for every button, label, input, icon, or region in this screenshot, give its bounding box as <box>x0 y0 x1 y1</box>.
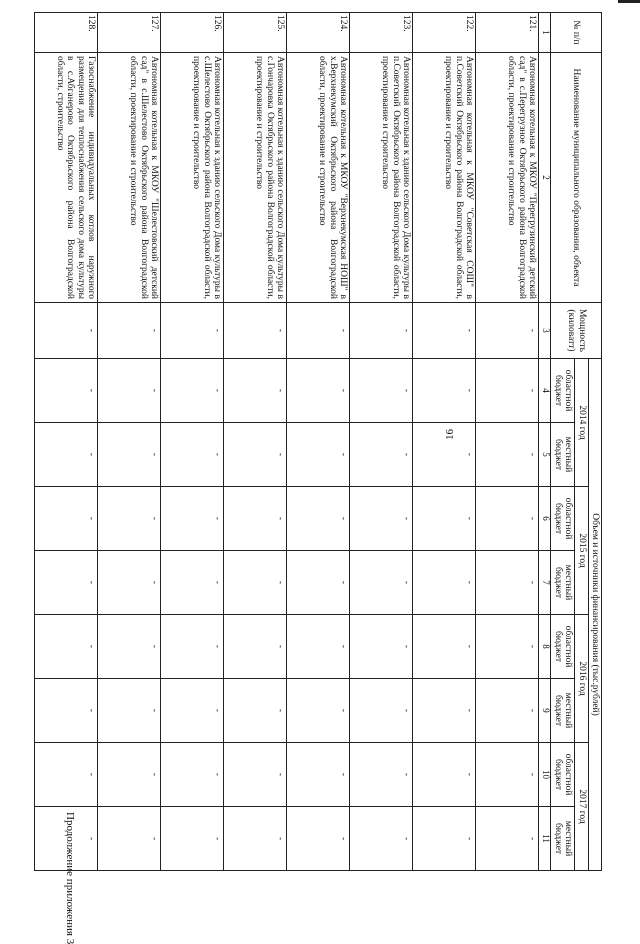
table-row <box>35 13 98 871</box>
column-number: 10 <box>539 743 551 807</box>
continuation-note: Продолжение приложения 3 <box>64 812 76 944</box>
funding-table <box>34 12 602 871</box>
value-cell: - <box>35 807 98 871</box>
value-cell: - <box>35 359 98 423</box>
header-local-budget: местный бюджет <box>551 551 575 615</box>
row-number: 128. <box>35 13 98 53</box>
value-cell: - <box>413 615 476 679</box>
value-cell: - <box>350 743 413 807</box>
value-cell: - <box>98 679 161 743</box>
object-name: Автономная котельная к зданию сельского Дома культуры в с.Гончаровка Октябрьского района Волгоградской области, проектирование и строительство <box>224 53 287 303</box>
row-number: 121. <box>476 13 539 53</box>
header-year: 2017 год <box>575 743 588 871</box>
header-regional-budget: областной бюджет <box>551 487 575 551</box>
object-name: Автономная котельная к МКОУ "Советская СОШ" в п.Советский Октябрьского района Волгоградской области, проектирование и строительство <box>413 53 476 303</box>
header-num: № п/п <box>551 13 602 53</box>
table-body <box>35 13 539 871</box>
column-number: 9 <box>539 679 551 743</box>
value-cell: - <box>98 615 161 679</box>
value-cell: - <box>287 423 350 487</box>
value-cell: - <box>35 423 98 487</box>
value-cell: - <box>161 743 224 807</box>
value-cell: - <box>161 807 224 871</box>
value-cell: - <box>224 807 287 871</box>
column-number: 3 <box>539 303 551 359</box>
value-cell: - <box>350 359 413 423</box>
value-cell: - <box>476 615 539 679</box>
table-row <box>350 13 413 871</box>
value-cell: - <box>98 487 161 551</box>
value-cell: - <box>35 303 98 359</box>
value-cell: - <box>224 615 287 679</box>
header-regional-budget: областной бюджет <box>551 743 575 807</box>
value-cell: - <box>161 487 224 551</box>
value-cell: - <box>224 679 287 743</box>
table-row <box>224 13 287 871</box>
row-number: 125. <box>224 13 287 53</box>
value-cell: - <box>287 743 350 807</box>
value-cell: - <box>476 487 539 551</box>
object-name: Газоснабжение индивидуальных котлов наружного размещения для теплоснабжения сельского дома культуры в с.Абганерово Октябрьского района Волгоградской области, строительство <box>35 53 98 303</box>
value-cell: - <box>350 487 413 551</box>
header-local-budget: местный бюджет <box>551 423 575 487</box>
value-cell: - <box>224 487 287 551</box>
value-cell: - <box>35 487 98 551</box>
value-cell: - <box>98 303 161 359</box>
value-cell: - <box>350 615 413 679</box>
value-cell: - <box>287 359 350 423</box>
value-cell: - <box>224 743 287 807</box>
row-number: 122. <box>413 13 476 53</box>
value-cell: - <box>350 807 413 871</box>
header-local-budget: местный бюджет <box>551 807 575 871</box>
column-number: 8 <box>539 615 551 679</box>
table-row <box>287 13 350 871</box>
value-cell: - <box>413 359 476 423</box>
column-number: 4 <box>539 359 551 423</box>
table-row <box>413 13 476 871</box>
value-cell: - <box>350 679 413 743</box>
value-cell: - <box>413 423 476 487</box>
value-cell: - <box>476 423 539 487</box>
object-name: Автономная котельная к МКОУ "Перегрузинский детский сад" в с.Перегрузное Октябрьского района Волгоградской области, проектирование и строительство <box>476 53 539 303</box>
column-number: 5 <box>539 423 551 487</box>
value-cell: - <box>413 551 476 615</box>
object-name: Автономная котельная к зданию сельского Дома культуры в с.Шелестово Октябрьского района Волгоградской области, проектирование и строительство <box>161 53 224 303</box>
header-name: Наименование муниципального образования, объекта <box>551 53 602 303</box>
value-cell: - <box>476 551 539 615</box>
header-capacity: Мощность (киловатт) <box>551 303 602 359</box>
column-number: 11 <box>539 807 551 871</box>
header-local-budget: местный бюджет <box>551 679 575 743</box>
value-cell: - <box>287 303 350 359</box>
value-cell: - <box>287 487 350 551</box>
column-number: 2 <box>539 53 551 303</box>
value-cell: - <box>224 359 287 423</box>
value-cell: - <box>98 359 161 423</box>
value-cell: - <box>476 743 539 807</box>
object-name: Автономная котельная к МКОУ "Верхнекумская НОШ" в х.Верхнекумский Октябрьского района Волгоградской области, проектирование и строительство <box>287 53 350 303</box>
value-cell: - <box>476 359 539 423</box>
column-number: 7 <box>539 551 551 615</box>
value-cell: - <box>98 423 161 487</box>
value-cell: - <box>98 807 161 871</box>
column-number-row <box>539 13 551 871</box>
value-cell: - <box>35 679 98 743</box>
row-number: 127. <box>98 13 161 53</box>
value-cell: - <box>161 615 224 679</box>
value-cell: - <box>413 743 476 807</box>
value-cell: - <box>476 679 539 743</box>
value-cell: - <box>161 303 224 359</box>
value-cell: - <box>35 743 98 807</box>
value-cell: - <box>161 551 224 615</box>
value-cell: - <box>98 743 161 807</box>
header-year: 2016 год <box>575 615 588 743</box>
value-cell: - <box>161 679 224 743</box>
value-cell: - <box>98 551 161 615</box>
value-cell: - <box>35 551 98 615</box>
header-year: 2015 год <box>575 487 588 615</box>
value-cell: - <box>350 303 413 359</box>
header-year: 2014 год <box>575 359 588 487</box>
value-cell: - <box>413 679 476 743</box>
row-number: 124. <box>287 13 350 53</box>
value-cell: - <box>350 423 413 487</box>
value-cell: - <box>413 807 476 871</box>
value-cell: - <box>287 551 350 615</box>
value-cell: - <box>161 423 224 487</box>
value-cell: - <box>413 487 476 551</box>
column-number: 1 <box>539 13 551 53</box>
value-cell: - <box>161 359 224 423</box>
value-cell: - <box>476 303 539 359</box>
object-name: Автономная котельная к зданию сельского Дома культуры в п.Советский Октябрьского района Волгоградской области, проектирование и строительство <box>350 53 413 303</box>
value-cell: - <box>35 615 98 679</box>
header-regional-budget: областной бюджет <box>551 359 575 423</box>
value-cell: - <box>224 551 287 615</box>
row-number: 126. <box>161 13 224 53</box>
value-cell: - <box>476 807 539 871</box>
value-cell: - <box>287 615 350 679</box>
header-regional-budget: областной бюджет <box>551 615 575 679</box>
object-name: Автономная котельная к МКОУ "Шелестовский детский сад" в с.Шелестово Октябрьского района Волгоградской области, проектирование и строительство <box>98 53 161 303</box>
row-number: 123. <box>350 13 413 53</box>
value-cell: - <box>224 423 287 487</box>
value-cell: - <box>287 807 350 871</box>
column-number: 6 <box>539 487 551 551</box>
table-row <box>161 13 224 871</box>
table-row <box>98 13 161 871</box>
value-cell: - <box>413 303 476 359</box>
header-funding: Объем и источники финансирования (тыс.рублей) <box>588 359 601 871</box>
page-number: 16 <box>444 429 456 440</box>
value-cell: - <box>350 551 413 615</box>
table-row <box>476 13 539 871</box>
value-cell: - <box>224 303 287 359</box>
value-cell: - <box>287 679 350 743</box>
